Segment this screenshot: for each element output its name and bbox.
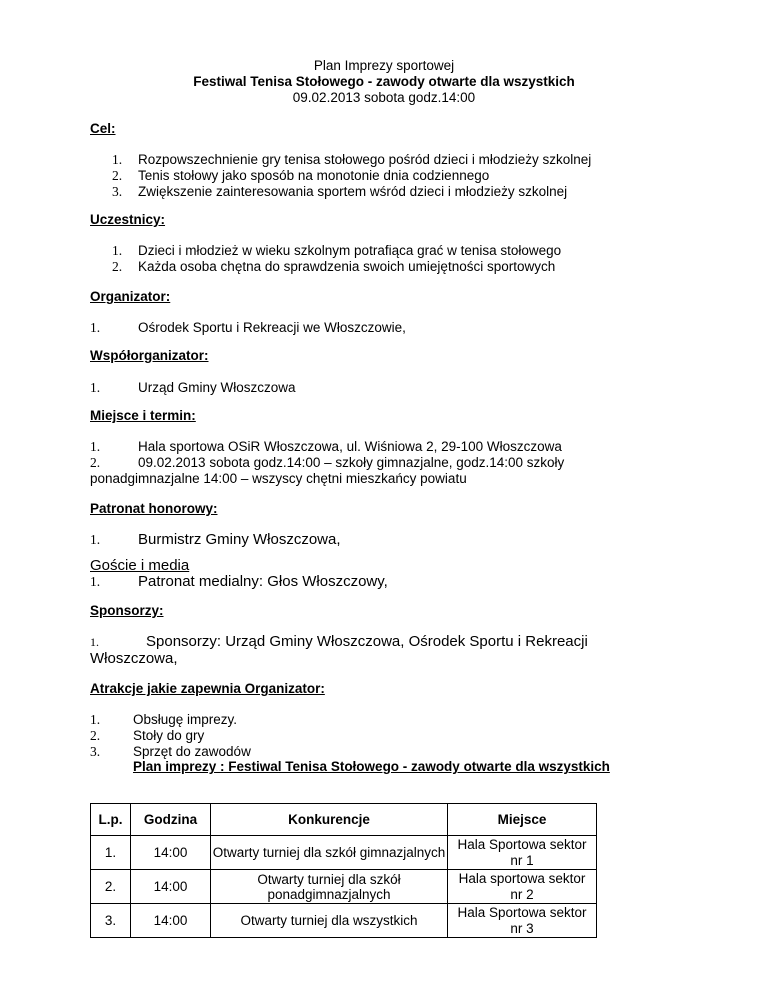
list-number: 1. xyxy=(112,152,123,167)
section-heading-miejsce: Miejsce i termin: xyxy=(90,408,196,423)
list-item: Obsługę imprezy. xyxy=(133,712,238,727)
list-number: 1. xyxy=(90,380,101,395)
list-number: 3. xyxy=(112,184,123,199)
list-number: 2. xyxy=(112,259,123,274)
section-heading-goscie: Goście i media xyxy=(90,557,190,574)
cell-miejsce xyxy=(448,836,597,870)
cell-konkurencja: Otwarty turniej dla szkół ponadgimnazjalnych xyxy=(211,870,448,904)
doc-title: Festiwal Tenisa Stołowego - zawody otwarte dla wszystkich xyxy=(193,74,575,89)
list-number: 1. xyxy=(90,320,101,335)
cell-konkurencja: Otwarty turniej dla szkół gimnazjalnych xyxy=(211,836,448,870)
cell-miejsce xyxy=(448,904,597,938)
column-header-lp: L.p. xyxy=(91,804,131,836)
list-item: Burmistrz Gminy Włoszczowa, xyxy=(138,531,341,548)
list-item: Każda osoba chętna do sprawdzenia swoich umiejętności sportowych xyxy=(138,259,556,274)
cell-miejsce-line: nr 3 xyxy=(510,920,534,936)
list-item: Ośrodek Sportu i Rekreacji we Włoszczowie, xyxy=(138,320,406,335)
list-item-continuation: Włoszczowa, xyxy=(90,650,178,667)
cell-miejsce-line: Hala Sportowa sektor xyxy=(457,836,587,852)
list-item: Tenis stołowy jako sposób na monotonie dnia codziennego xyxy=(138,168,490,183)
section-heading-patronat: Patronat honorowy: xyxy=(90,501,218,516)
cell-lp: 2. xyxy=(91,870,131,904)
doc-subtitle: Plan Imprezy sportowej xyxy=(313,58,455,73)
section-heading-wspolorganizator: Współorganizator: xyxy=(90,348,209,363)
cell-miejsce-line: Hala Sportowa sektor xyxy=(457,904,587,920)
list-number: 1. xyxy=(90,532,101,547)
list-number: 1. xyxy=(90,574,101,589)
table-row xyxy=(91,904,597,938)
cell-miejsce xyxy=(448,870,597,904)
cell-godzina: 14:00 xyxy=(131,836,211,870)
table-header-row xyxy=(91,804,597,836)
list-item: Urząd Gminy Włoszczowa xyxy=(138,380,296,395)
plan-table xyxy=(90,803,597,938)
column-header-miejsce: Miejsce xyxy=(448,804,597,836)
cell-godzina: 14:00 xyxy=(131,870,211,904)
cell-lp: 3. xyxy=(91,904,131,938)
list-number: 1. xyxy=(112,243,123,258)
section-heading-uczestnicy: Uczestnicy: xyxy=(90,212,166,227)
list-item: Sprzęt do zawodów xyxy=(133,744,251,759)
list-item: Rozpowszechnienie gry tenisa stołowego pośród dzieci i młodzieży szkolnej xyxy=(138,152,592,167)
doc-date: 09.02.2013 sobota godz.14:00 xyxy=(292,90,476,105)
cell-godzina: 14:00 xyxy=(131,904,211,938)
section-heading-sponsorzy: Sponsorzy: xyxy=(90,603,164,618)
cell-miejsce-line: nr 2 xyxy=(510,886,534,902)
list-number: 2. xyxy=(90,728,101,743)
list-item: Zwiększenie zainteresowania sportem wśród dzieci i młodzieży szkolnej xyxy=(138,184,568,199)
list-item: Hala sportowa OSiR Włoszczowa, ul. Wiśniowa 2, 29-100 Włoszczowa xyxy=(138,439,562,454)
list-item: Dzieci i młodzież w wieku szkolnym potrafiąca grać w tenisa stołowego xyxy=(138,243,562,258)
section-heading-organizator: Organizator: xyxy=(90,289,171,304)
cell-konkurencja: Otwarty turniej dla wszystkich xyxy=(211,904,448,938)
table-row xyxy=(91,836,597,870)
cell-lp: 1. xyxy=(91,836,131,870)
list-item: Stoły do gry xyxy=(133,728,205,743)
list-item-continuation: ponadgimnazjalne 14:00 – wszyscy chętni mieszkańcy powiatu xyxy=(90,471,467,486)
list-number: 2. xyxy=(112,168,123,183)
list-number: 2. xyxy=(90,455,101,470)
table-row xyxy=(91,870,597,904)
column-header-konkurencje: Konkurencje xyxy=(211,804,448,836)
cell-miejsce-line: Hala sportowa sektor xyxy=(458,870,586,886)
cell-miejsce-line: nr 1 xyxy=(510,852,534,868)
column-header-godzina: Godzina xyxy=(131,804,211,836)
list-item: Patronat medialny: Głos Włoszczowy, xyxy=(138,573,388,590)
list-number: 1. xyxy=(90,439,101,454)
list-item: Sponsorzy: Urząd Gminy Włoszczowa, Ośrodek Sportu i Rekreacji xyxy=(146,633,588,650)
list-number: 1. xyxy=(90,712,101,727)
section-heading-cel: Cel: xyxy=(90,121,116,136)
list-number: 1. xyxy=(90,635,99,649)
list-number: 3. xyxy=(90,744,101,759)
list-item: 09.02.2013 sobota godz.14:00 – szkoły gimnazjalne, godz.14:00 szkoły xyxy=(138,455,565,470)
plan-title: Plan imprezy : Festiwal Tenisa Stołowego - zawody otwarte dla wszystkich xyxy=(133,759,610,774)
section-heading-atrakcje: Atrakcje jakie zapewnia Organizator: xyxy=(90,681,325,696)
